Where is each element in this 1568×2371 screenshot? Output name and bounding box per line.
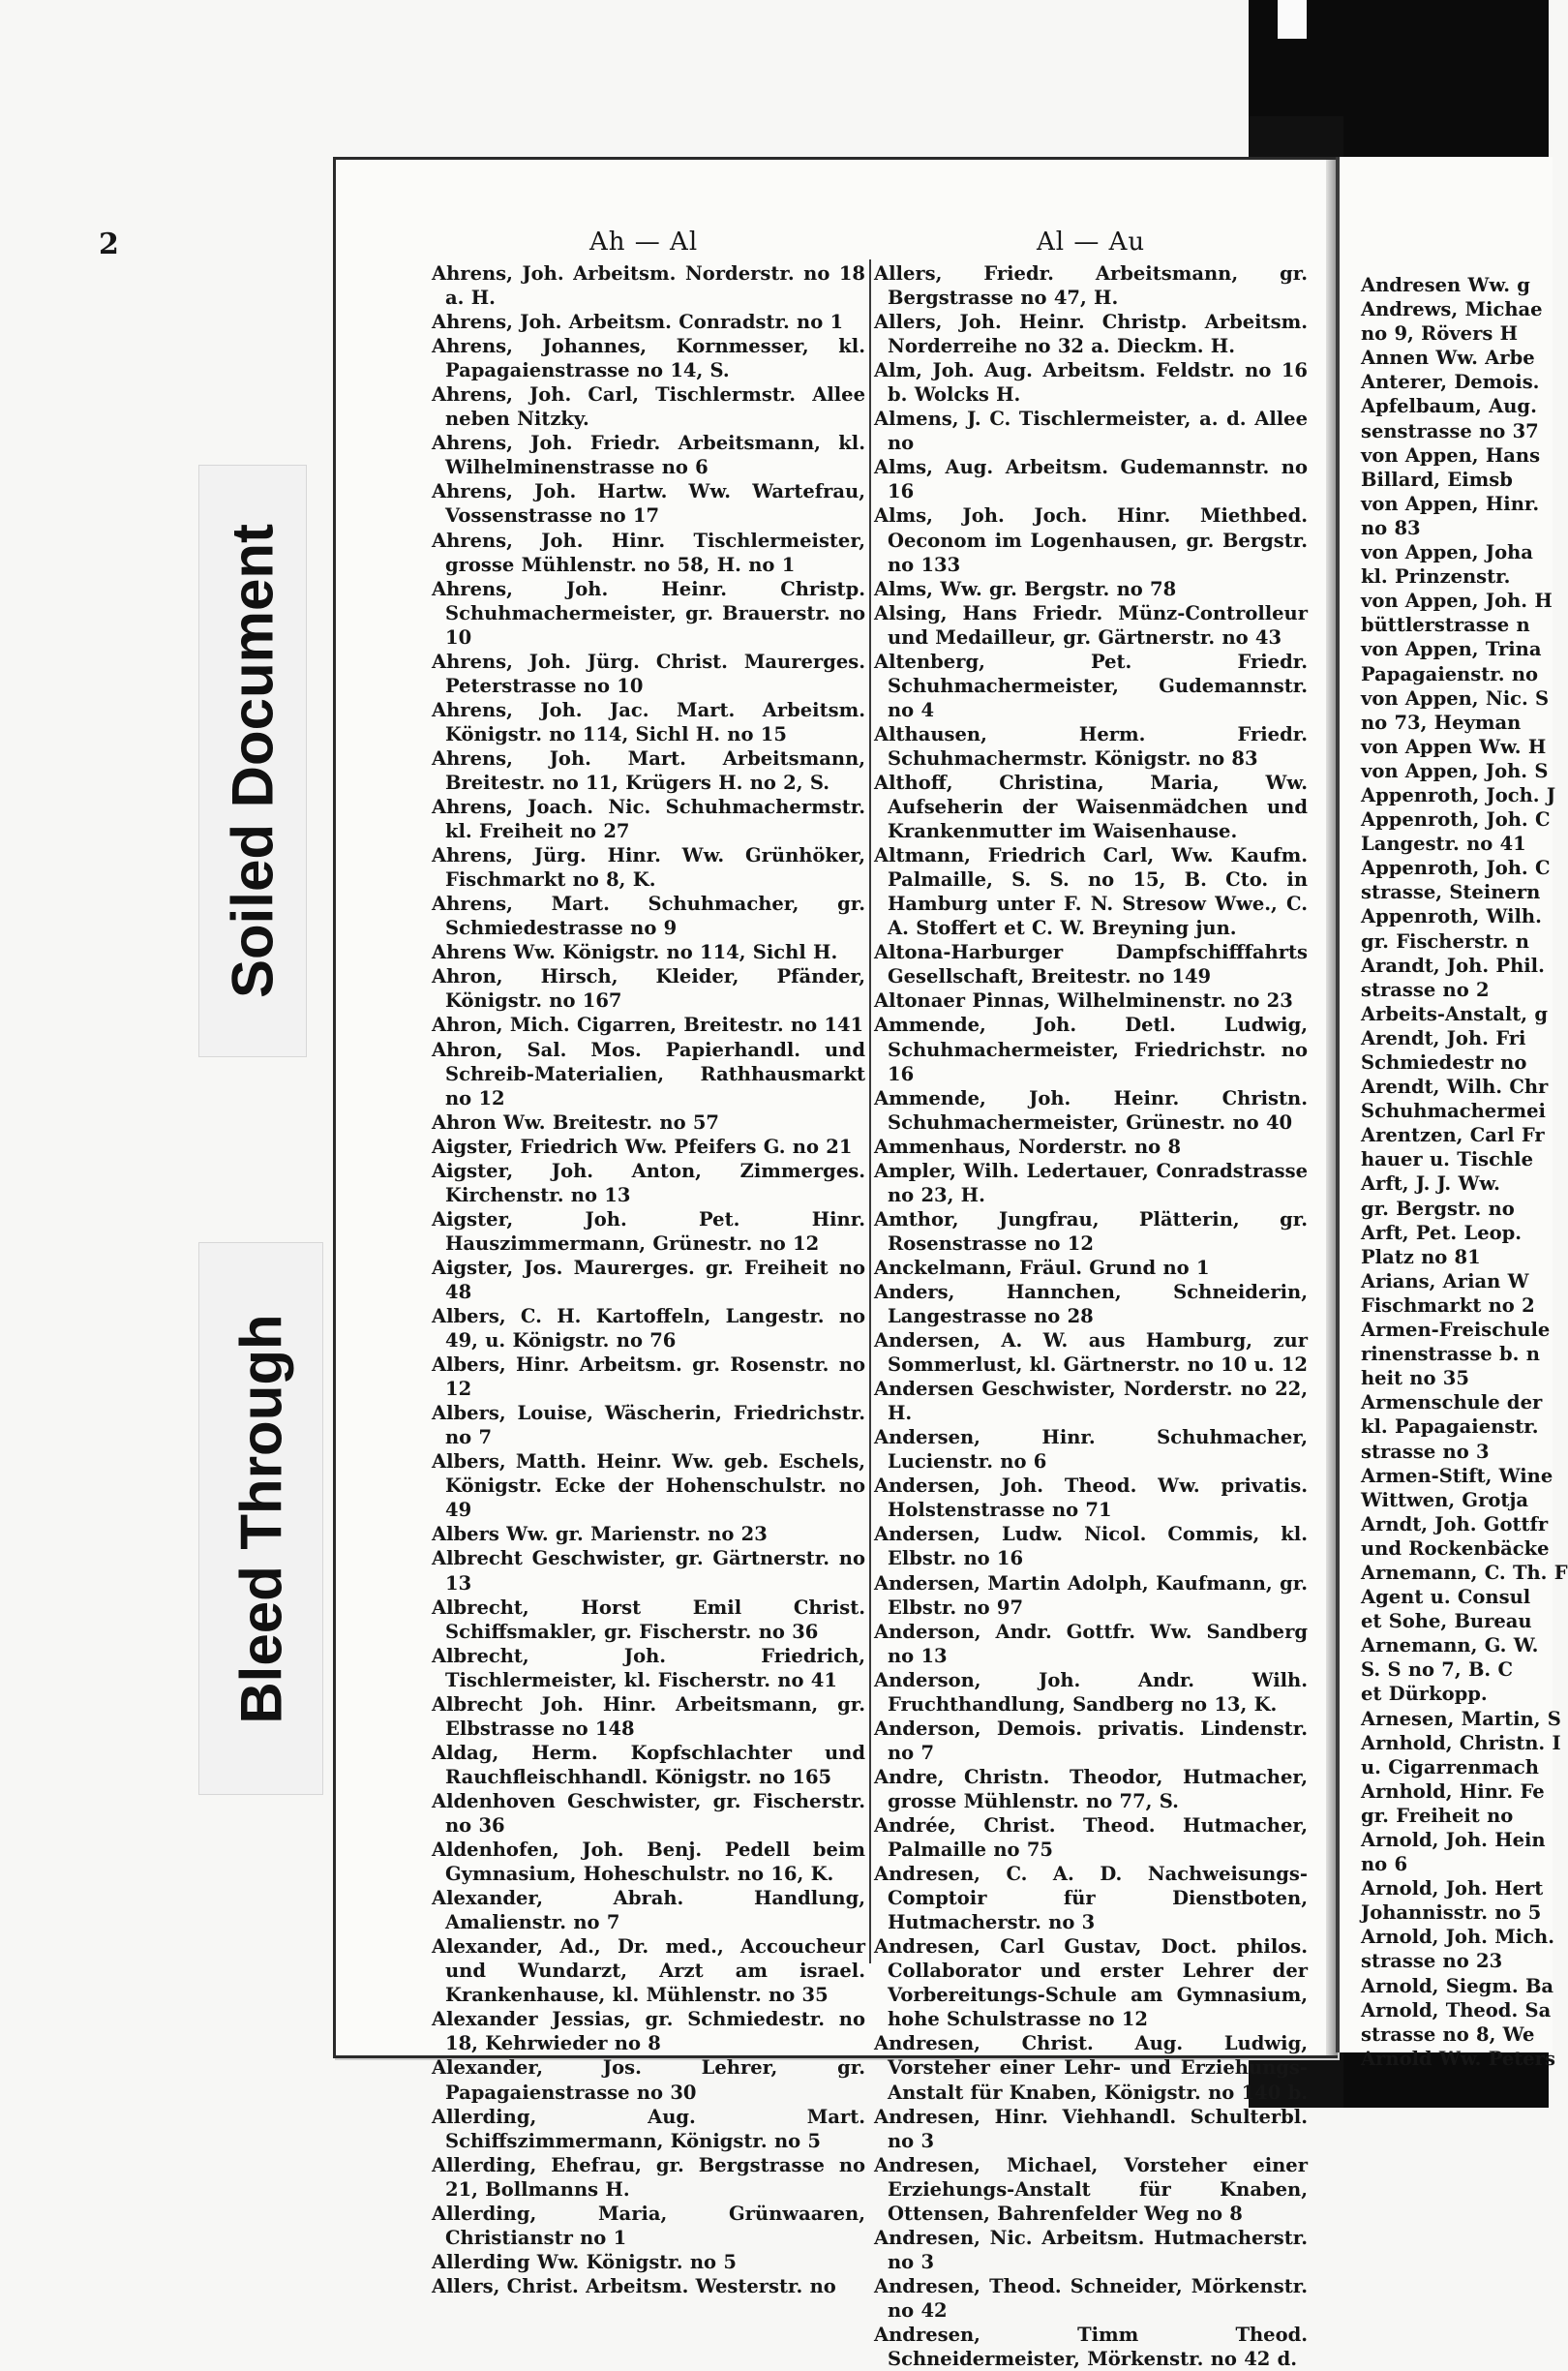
directory-entry: Schmiedestr no bbox=[1361, 1051, 1527, 1074]
directory-entry: von Appen, Hans bbox=[1361, 443, 1541, 467]
directory-entry: Arnold, Joh. Mich. bbox=[1361, 1926, 1555, 1949]
directory-entry: Andresen, Timm Theod. Schneidermeister, Mörkenstr. no 42 d. bbox=[874, 2323, 1308, 2371]
directory-entry: Ahrens Ww. Königstr. no 114, Sichl H. bbox=[432, 941, 838, 964]
film-gap bbox=[1278, 0, 1307, 39]
directory-entry: Andresen Ww. g bbox=[1361, 274, 1530, 296]
directory-entry: Althoff, Christina, Maria, Ww. Aufseherin der Waisenmädchen und Krankenmutter im Waisenhause. bbox=[874, 771, 1308, 843]
directory-entry: Andresen, Nic. Arbeitsm. Hutmacherstr. no 3 bbox=[874, 2226, 1308, 2273]
directory-entry: Schuhmachermei bbox=[1361, 1100, 1546, 1123]
directory-entry: Armen-Freischule bbox=[1361, 1319, 1551, 1342]
directory-entry: Appenroth, Joch. J bbox=[1361, 783, 1556, 806]
directory-entry: Albers, Matth. Heinr. Ww. geb. Eschels, Königstr. Ecke der Hohenschulstr. no 49 bbox=[432, 1450, 865, 1522]
directory-entry: Annen Ww. Arbe bbox=[1361, 347, 1535, 370]
directory-entry: von Appen, Joh. S bbox=[1361, 759, 1549, 782]
directory-entry: Arnhold, Christn. I bbox=[1361, 1731, 1561, 1754]
directory-entry: Allerding Ww. Königstr. no 5 bbox=[432, 2250, 737, 2273]
directory-entry: Albers, Hinr. Arbeitsm. gr. Rosenstr. no 12 bbox=[432, 1353, 865, 1401]
directory-entry: Langestr. no 41 bbox=[1361, 833, 1526, 856]
directory-entry: Alexander, Ad., Dr. med., Accoucheur und Wundarzt, Arzt am israel. Krankenhause, kl. Mühlenstr. no 35 bbox=[432, 1935, 865, 2007]
directory-entry: Appenroth, Joh. C bbox=[1361, 857, 1551, 880]
directory-entry: no 6 bbox=[1361, 1853, 1408, 1876]
directory-entry: Albers, Louise, Wäscherin, Friedrichstr. no 7 bbox=[432, 1402, 865, 1449]
directory-entry: Johannisstr. no 5 bbox=[1361, 1901, 1542, 1925]
directory-entry: Arandt, Joh. Phil. bbox=[1361, 954, 1545, 977]
directory-entry: strasse no 3 bbox=[1361, 1440, 1490, 1463]
directory-entry: Arnold Ww. Peters bbox=[1361, 2047, 1555, 2070]
directory-entry: Ahrens, Joach. Nic. Schuhmachermstr. kl. Freiheit no 27 bbox=[432, 796, 865, 843]
directory-entry: Andrée, Christ. Theod. Hutmacher, Palmaille no 75 bbox=[874, 1814, 1308, 1862]
facing-page-column bbox=[1361, 273, 1568, 2071]
directory-entry: Apfelbaum, Aug. bbox=[1361, 395, 1537, 418]
directory-entry: Allerding, Ehefrau, gr. Bergstrasse no 21, Bollmanns H. bbox=[432, 2153, 865, 2201]
directory-entry: et Dürkopp. bbox=[1361, 1683, 1488, 1706]
directory-entry: von Appen, Nic. S bbox=[1361, 686, 1550, 710]
directory-entry: Ammende, Joh. Heinr. Christn. Schuhmachermeister, Grünestr. no 40 bbox=[874, 1086, 1308, 1134]
directory-entry: Andresen, Hinr. Viehhandl. Schulterbl. no 3 bbox=[874, 2105, 1308, 2152]
directory-entry: Alms, Joh. Joch. Hinr. Miethbed. Oeconom im Logenhausen, gr. Bergstr. no 133 bbox=[874, 504, 1308, 576]
directory-entry: von Appen, Hinr. bbox=[1361, 492, 1540, 515]
directory-entry: Altona-Harburger Dampfschifffahrts Gesellschaft, Breitestr. no 149 bbox=[874, 941, 1308, 988]
soiled-document-label bbox=[198, 465, 307, 1057]
directory-entry: Andresen, Michael, Vorsteher einer Erziehungs-Anstalt für Knaben, Ottensen, Bahrenfelder Weg no 8 bbox=[874, 2153, 1308, 2225]
directory-entry: strasse, Steinern bbox=[1361, 881, 1541, 904]
directory-entry: Allers, Christ. Arbeitsm. Westerstr. no bbox=[432, 2274, 836, 2297]
directory-entry: Papagaienstr. no bbox=[1361, 662, 1539, 685]
directory-entry: Alsing, Hans Friedr. Münz-Controlleur und Medailleur, gr. Gärtnerstr. no 43 bbox=[874, 601, 1308, 649]
directory-entry: no 73, Heyman bbox=[1361, 711, 1522, 734]
running-head-right: Al — Au bbox=[1037, 228, 1146, 257]
directory-entry: Arndt, Joh. Gottfr bbox=[1361, 1512, 1549, 1535]
directory-entry: Ahrens, Joh. Arbeitsm. Conradstr. no 1 bbox=[432, 311, 844, 334]
directory-entry: Arnemann, C. Th. F bbox=[1361, 1561, 1568, 1584]
directory-entry: Arendt, Joh. Fri bbox=[1361, 1026, 1526, 1049]
directory-entry: Ahrens, Joh. Heinr. Christp. Schuhmachermeister, gr. Brauerstr. no 10 bbox=[432, 577, 865, 649]
directory-entry: Alms, Aug. Arbeitsm. Gudemannstr. no 16 bbox=[874, 456, 1308, 503]
directory-entry: Anderson, Joh. Andr. Wilh. Fruchthandlung, Sandberg no 13, K. bbox=[874, 1668, 1308, 1716]
directory-entry: von Appen, Joha bbox=[1361, 541, 1533, 564]
directory-entry: von Appen Ww. H bbox=[1361, 735, 1547, 758]
directory-entry: Ahrens, Joh. Jac. Mart. Arbeitsm. Königstr. no 114, Sichl H. no 15 bbox=[432, 698, 865, 745]
directory-entry: Albers Ww. gr. Marienstr. no 23 bbox=[432, 1523, 768, 1546]
directory-entry: Ammenhaus, Norderstr. no 8 bbox=[874, 1135, 1182, 1158]
directory-entry: Anderson, Demois. privatis. Lindenstr. no 7 bbox=[874, 1717, 1308, 1764]
directory-entry: strasse no 23 bbox=[1361, 1950, 1503, 1973]
directory-entry: Wittwen, Grotja bbox=[1361, 1488, 1529, 1511]
directory-entry: Ahrens, Joh. Arbeitsm. Norderstr. no 18 a. H. bbox=[432, 262, 865, 310]
directory-entry: Arians, Arian W bbox=[1361, 1269, 1529, 1292]
directory-entry: gr. Freiheit no bbox=[1361, 1804, 1514, 1827]
directory-entry: no 83 bbox=[1361, 516, 1421, 539]
directory-entry: u. Cigarrenmach bbox=[1361, 1755, 1539, 1778]
directory-entry: Fischmarkt no 2 bbox=[1361, 1293, 1535, 1317]
directory-entry: Albrecht, Joh. Friedrich, Tischlermeister, kl. Fischerstr. no 41 bbox=[432, 1644, 865, 1691]
directory-entry: Allerding, Aug. Mart. Schiffszimmermann, Königstr. no 5 bbox=[432, 2105, 865, 2152]
directory-entry: strasse no 2 bbox=[1361, 978, 1490, 1001]
directory-entry: Alm, Joh. Aug. Arbeitsm. Feldstr. no 16 b. Wolcks H. bbox=[874, 359, 1308, 407]
directory-entry: kl. Papagaienstr. bbox=[1361, 1415, 1539, 1439]
directory-entry: Arendt, Wilh. Chr bbox=[1361, 1076, 1549, 1099]
directory-entry: und Rockenbäcke bbox=[1361, 1536, 1550, 1560]
directory-entry: Althausen, Herm. Friedr. Schuhmachermstr. Königstr. no 83 bbox=[874, 722, 1308, 770]
directory-entry: Arnold, Joh. Hert bbox=[1361, 1877, 1544, 1900]
directory-entry: Andersen, Ludw. Nicol. Commis, kl. Elbstr. no 16 bbox=[874, 1523, 1308, 1570]
directory-entry: Appenroth, Wilh. bbox=[1361, 905, 1542, 928]
directory-entry: Allers, Friedr. Arbeitsmann, gr. Bergstrasse no 47, H. bbox=[874, 262, 1308, 310]
directory-entry: Ahron, Mich. Cigarren, Breitestr. no 141 bbox=[432, 1014, 864, 1037]
bleed-through-text: Bleed Through bbox=[228, 1313, 293, 1724]
directory-entry: Arbeits-Anstalt, g bbox=[1361, 1002, 1548, 1025]
directory-entry: Arnold, Joh. Hein bbox=[1361, 1829, 1546, 1851]
directory-entry: Albrecht Geschwister, gr. Gärtnerstr. no 13 bbox=[432, 1547, 865, 1595]
directory-entry: Alexander Jessias, gr. Schmiedestr. no 18, Kehrwieder no 8 bbox=[432, 2008, 865, 2055]
right-column bbox=[874, 261, 1308, 2371]
directory-entry: von Appen, Trina bbox=[1361, 638, 1542, 661]
directory-entry: Altmann, Friedrich Carl, Ww. Kaufm. Palmaille, S. S. no 15, B. Cto. in Hamburg unter F. N. Stresow Wwe., C. A. Stoffert et C. W. Breyning jun. bbox=[874, 844, 1308, 940]
directory-entry: Amthor, Jungfrau, Plätterin, gr. Rosenstrasse no 12 bbox=[874, 1207, 1308, 1255]
directory-entry: Ahrens, Joh. Hartw. Ww. Wartefrau, Vossenstrasse no 17 bbox=[432, 480, 865, 528]
directory-entry: Almens, J. C. Tischlermeister, a. d. Allee no bbox=[874, 408, 1308, 455]
directory-entry: Billard, Eimsb bbox=[1361, 468, 1513, 491]
directory-entry: Andresen, Carl Gustav, Doct. philos. Collaborator und erster Lehrer der Vorbereitungs-Schule am Gymnasium, hohe Schulstrasse no 12 bbox=[874, 1935, 1308, 2031]
directory-entry: Arnold, Theod. Sa bbox=[1361, 1998, 1552, 2021]
directory-entry: Ahrens, Johannes, Kornmesser, kl. Papagaienstrasse no 14, S. bbox=[432, 335, 865, 382]
directory-entry: Arnesen, Martin, S bbox=[1361, 1707, 1561, 1730]
facing-page bbox=[1336, 157, 1568, 2070]
directory-entry: Andersen, Hinr. Schuhmacher, Lucienstr. no 6 bbox=[874, 1426, 1308, 1474]
directory-entry: Andersen, A. W. aus Hamburg, zur Sommerlust, kl. Gärtnerstr. no 10 u. 12 bbox=[874, 1329, 1308, 1377]
directory-entry: Ahron, Sal. Mos. Papierhandl. und Schreib-Materialien, Rathhausmarkt no 12 bbox=[432, 1038, 865, 1110]
soiled-document-text: Soiled Document bbox=[220, 523, 286, 999]
directory-entry: Aigster, Jos. Maurerges. gr. Freiheit no 48 bbox=[432, 1256, 865, 1303]
directory-entry: Anterer, Demois. bbox=[1361, 371, 1540, 394]
directory-entry: Aigster, Joh. Pet. Hinr. Hauszimmermann, Grünestr. no 12 bbox=[432, 1207, 865, 1255]
directory-entry: Arnemann, G. W. bbox=[1361, 1634, 1539, 1657]
directory-entry: Andersen Geschwister, Norderstr. no 22, H. bbox=[874, 1378, 1308, 1425]
directory-entry: Aldenhoven Geschwister, gr. Fischerstr. no 36 bbox=[432, 1789, 865, 1837]
directory-entry: Allerding, Maria, Grünwaaren, Christianstr no 1 bbox=[432, 2202, 865, 2249]
directory-entry: rinenstrasse b. n bbox=[1361, 1343, 1540, 1366]
directory-entry: Armenschule der bbox=[1361, 1391, 1543, 1414]
directory-entry: S. S no 7, B. C bbox=[1361, 1658, 1514, 1682]
directory-entry: Arft, J. J. Ww. bbox=[1361, 1172, 1500, 1196]
directory-entry: Anders, Hannchen, Schneiderin, Langestrasse no 28 bbox=[874, 1280, 1308, 1328]
page-number: 2 bbox=[99, 228, 119, 261]
directory-entry: Altonaer Pinnas, Wilhelminenstr. no 23 bbox=[874, 989, 1293, 1013]
directory-entry: Albers, C. H. Kartoffeln, Langestr. no 49, u. Königstr. no 76 bbox=[432, 1305, 865, 1353]
directory-entry: hauer u. Tischle bbox=[1361, 1148, 1533, 1171]
directory-entry: Anckelmann, Fräul. Grund no 1 bbox=[874, 1256, 1210, 1279]
directory-entry: Andrews, Michae bbox=[1361, 298, 1543, 321]
directory-entry: Andersen, Joh. Theod. Ww. privatis. Holstenstrasse no 71 bbox=[874, 1474, 1308, 1522]
directory-entry: Altenberg, Pet. Friedr. Schuhmachermeister, Gudemannstr. no 4 bbox=[874, 650, 1308, 721]
directory-entry: Alexander, Abrah. Handlung, Amalienstr. no 7 bbox=[432, 1887, 865, 1934]
directory-entry: Albrecht, Horst Emil Christ. Schiffsmakler, gr. Fischerstr. no 36 bbox=[432, 1596, 865, 1643]
directory-entry: Platz no 81 bbox=[1361, 1245, 1481, 1268]
directory-entry: Appenroth, Joh. C bbox=[1361, 808, 1551, 832]
directory-entry: Aigster, Joh. Anton, Zimmerges. Kirchenstr. no 13 bbox=[432, 1159, 865, 1206]
directory-entry: no 9, Rövers H bbox=[1361, 322, 1519, 346]
directory-entry: heit no 35 bbox=[1361, 1367, 1469, 1390]
directory-entry: senstrasse no 37 bbox=[1361, 419, 1539, 442]
directory-entry: Ahrens, Jürg. Hinr. Ww. Grünhöker, Fischmarkt no 8, K. bbox=[432, 844, 865, 892]
directory-entry: Aigster, Friedrich Ww. Pfeifers G. no 21 bbox=[432, 1135, 853, 1158]
directory-entry: büttlerstrasse n bbox=[1361, 614, 1530, 637]
directory-entry: Allers, Joh. Heinr. Christp. Arbeitsm. Norderreihe no 32 a. Dieckm. H. bbox=[874, 311, 1308, 358]
column-divider bbox=[869, 259, 871, 1963]
directory-entry: Alexander, Jos. Lehrer, gr. Papagaienstrasse no 30 bbox=[432, 2056, 865, 2104]
left-column bbox=[432, 261, 865, 2298]
directory-entry: Arnold, Siegm. Ba bbox=[1361, 1974, 1554, 1997]
directory-entry: Arft, Pet. Leop. bbox=[1361, 1221, 1523, 1244]
directory-entry: Andresen, C. A. D. Nachweisungs-Comptoir für Dienstboten, Hutmacherstr. no 3 bbox=[874, 1863, 1308, 1934]
directory-entry: Ahrens, Joh. Hinr. Tischlermeister, grosse Mühlenstr. no 58, H. no 1 bbox=[432, 529, 865, 576]
directory-entry: Anderson, Andr. Gottfr. Ww. Sandberg no 13 bbox=[874, 1620, 1308, 1667]
directory-entry: Ammende, Joh. Detl. Ludwig, Schuhmachermeister, Friedrichstr. no 16 bbox=[874, 1014, 1308, 1085]
directory-entry: Ahron, Hirsch, Kleider, Pfänder, Königstr. no 167 bbox=[432, 965, 865, 1013]
directory-entry: Andre, Christn. Theodor, Hutmacher, grosse Mühlenstr. no 77, S. bbox=[874, 1765, 1308, 1812]
directory-entry: Andresen, Christ. Aug. Ludwig, Vorsteher einer Lehr- und Erziehungs-Anstalt für Knaben, Königstr. no 140 b. bbox=[874, 2032, 1308, 2104]
directory-entry: Alms, Ww. gr. Bergstr. no 78 bbox=[874, 577, 1177, 600]
directory-entry: Ampler, Wilh. Ledertauer, Conradstrasse no 23, H. bbox=[874, 1159, 1308, 1206]
directory-entry: von Appen, Joh. H bbox=[1361, 590, 1553, 613]
directory-entry: Ahrens, Joh. Mart. Arbeitsmann, Breitestr. no 11, Krügers H. no 2, S. bbox=[432, 746, 865, 794]
directory-entry: strasse no 8, We bbox=[1361, 2022, 1535, 2046]
directory-entry: gr. Bergstr. no bbox=[1361, 1197, 1515, 1220]
directory-entry: Ahrens, Joh. Carl, Tischlermstr. Allee neben Nitzky. bbox=[432, 383, 865, 431]
directory-entry: Aldenhofen, Joh. Benj. Pedell beim Gymnasium, Hoheschulstr. no 16, K. bbox=[432, 1839, 865, 1886]
directory-entry: Arnhold, Hinr. Fe bbox=[1361, 1779, 1545, 1803]
directory-entry: Arentzen, Carl Fr bbox=[1361, 1124, 1545, 1147]
directory-entry: et Sohe, Bureau bbox=[1361, 1610, 1532, 1633]
bleed-through-label bbox=[198, 1242, 323, 1795]
directory-entry: gr. Fischerstr. n bbox=[1361, 929, 1529, 953]
directory-entry: Albrecht Joh. Hinr. Arbeitsmann, gr. Elbstrasse no 148 bbox=[432, 1692, 865, 1740]
directory-entry: Aldag, Herm. Kopfschlachter und Rauchfleischhandl. Königstr. no 165 bbox=[432, 1741, 865, 1788]
directory-entry: Agent u. Consul bbox=[1361, 1586, 1531, 1609]
directory-entry: kl. Prinzenstr. bbox=[1361, 565, 1511, 589]
directory-entry: Armen-Stift, Wine bbox=[1361, 1464, 1553, 1487]
directory-entry: Ahrens, Mart. Schuhmacher, gr. Schmiedestrasse no 9 bbox=[432, 893, 865, 940]
directory-entry: Ahron Ww. Breitestr. no 57 bbox=[432, 1110, 719, 1134]
directory-entry: Andersen, Martin Adolph, Kaufmann, gr. Elbstr. no 97 bbox=[874, 1571, 1308, 1619]
directory-entry: Ahrens, Joh. Jürg. Christ. Maurerges. Peterstrasse no 10 bbox=[432, 650, 865, 697]
running-head-left: Ah — Al bbox=[589, 228, 699, 257]
directory-entry: Ahrens, Joh. Friedr. Arbeitsmann, kl. Wilhelminenstrasse no 6 bbox=[432, 432, 865, 479]
directory-entry: Andresen, Theod. Schneider, Mörkenstr. no 42 bbox=[874, 2274, 1308, 2322]
